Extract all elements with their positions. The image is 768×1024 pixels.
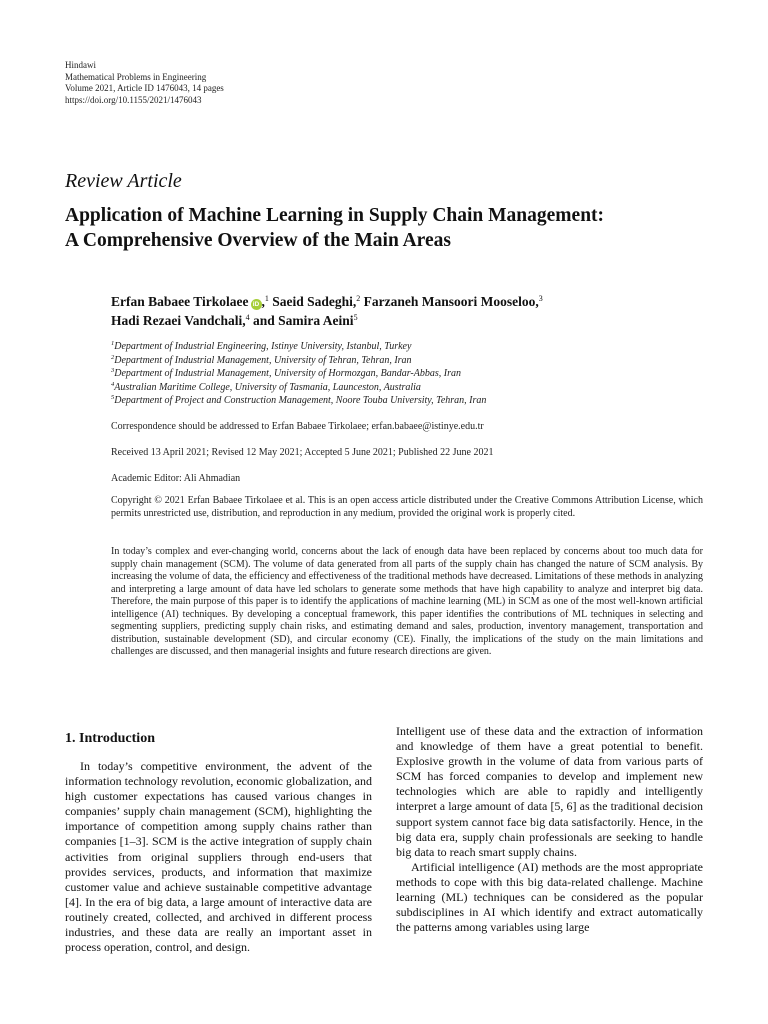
volume-info: Volume 2021, Article ID 1476043, 14 pages <box>65 83 224 93</box>
orcid-icon[interactable]: iD <box>251 299 262 310</box>
author-name[interactable]: Farzaneh Mansoori Mooseloo, <box>363 294 539 309</box>
body-paragraph: In today’s competitive environment, the advent of the information technology revolution, economic globalization, and high customer expectations has caused various changes in companies’ supply chain management (SCM), highlighting the importance of competition among supply chains rather than companies [1–3]. SCM is the active integration of supply chain activities from original suppliers through end-users that provides services, products, and information that maximize customer value and achieve sustainable competitive advantage [4]. In the era of big data, a large amount of interactive data are routinely created, collected, and archived in different process industries, and these data are really an important asset in process operation, control, and design. <box>65 759 372 955</box>
author-list <box>111 292 671 330</box>
article-title <box>65 203 715 253</box>
copyright-notice: Copyright © 2021 Erfan Babaee Tirkolaee et al. This is an open access article distributed under the Creative Commons Attribution License, which permits unrestricted use, distribution, and reproduction in any medium, provided the original work is properly cited. <box>111 495 703 519</box>
affiliation-number: 5 <box>111 394 115 401</box>
affiliation-number: 4 <box>111 380 115 388</box>
abstract-text: In today’s complex and ever-changing world, concerns about the lack of enough data have been replaced by concerns about too much data for supply chain management (SCM). The volume of data generated from all parts of the supply chain has changed the nature of SCM analysis. By increasing the volume of data, the efficiency and effectiveness of the traditional methods have decreased. Limitations of these methods in analyzing and interpreting a large amount of data have led scholars to generate some methods that have high capability to analyze and interpret big data. Therefore, the main purpose of this paper is to identify the applications of machine learning (ML) in SCM as one of the most well-known artificial intelligence (AI) techniques. By developing a conceptual framework, this paper identifies the contributions of ML techniques in selecting and segmenting suppliers, predicting supply chain risks, and estimating demand and sales, production, inventory management, transportation and distribution, sustainable development (SD), and circular economy (CE). Finally, the implications of the study on the main limitations and challenges are discussed, and then managerial insights and future research directions are given. <box>111 546 703 657</box>
author-name[interactable]: and Samira Aeini <box>253 313 354 328</box>
body-column-left <box>65 724 372 955</box>
author-name[interactable]: Erfan Babaee Tirkolaee <box>111 294 249 309</box>
publisher-name: Hindawi <box>65 60 96 70</box>
doi-link[interactable]: https://doi.org/10.1155/2021/1476043 <box>65 94 202 105</box>
author-affil-mark: 4 <box>245 313 250 322</box>
title-line-2: A Comprehensive Overview of the Main Areas <box>65 230 451 251</box>
affiliation-text: Department of Industrial Management, University of Tehran, Tehran, Iran <box>114 354 412 366</box>
affiliation-number: 2 <box>111 353 115 361</box>
affiliation-list <box>111 340 486 408</box>
affiliation-text: Department of Industrial Management, University of Hormozgan, Bandar-Abbas, Iran <box>114 368 461 379</box>
author-affil-mark: 1 <box>264 294 269 303</box>
affiliation-item <box>111 381 486 395</box>
affiliation-text: Department of Industrial Engineering, Istinye University, Istanbul, Turkey <box>114 341 412 352</box>
affiliation-item <box>111 367 486 381</box>
author-name[interactable]: Hadi Rezaei Vandchali, <box>111 313 246 328</box>
affiliation-text: Australian Maritime College, University of Tasmania, Launceston, Australia <box>114 381 421 393</box>
author-line-2 <box>111 311 671 330</box>
article-type: Review Article <box>65 170 182 192</box>
publication-dates: Received 13 April 2021; Revised 12 May 2021; Accepted 5 June 2021; Published 22 June 2021 <box>111 447 494 458</box>
correspondence-note: Correspondence should be addressed to Erfan Babaee Tirkolaee; erfan.babaee@istinye.edu.tr <box>111 421 484 432</box>
section-heading: 1. Introduction <box>65 731 155 746</box>
body-column-right <box>396 724 703 935</box>
author-name[interactable]: Saeid Sadeghi, <box>272 294 357 309</box>
journal-name: Mathematical Problems in Engineering <box>65 71 207 82</box>
affiliation-item <box>111 340 486 354</box>
title-line-1: Application of Machine Learning in Supply Chain Management: <box>65 205 605 226</box>
affiliation-item <box>111 354 486 368</box>
author-line-1: Erfan Babaee Tirkolaee iD ,$^1$ Saeid Sadeghi,$^2$ Farzaneh Mansoori Mooseloo,$^3$ <box>111 294 543 309</box>
author-affil-mark: 5 <box>353 313 358 322</box>
body-paragraph: Intelligent use of these data and the extraction of information and knowledge of them have a great potential to benefit. Explosive growth in the volume of data from various parts of SCM has forced companies to develop and implement new technologies which are able to rapidly and intelligently interpret a large amount of data [5, 6] as the traditional decision support system cannot face big data satisfactorily. Hence, in the big data era, supply chain professionals are seeking to handle big data to reach smart supply chains. <box>396 724 703 859</box>
author-affil-mark: 2 <box>356 294 361 303</box>
journal-header <box>65 60 224 106</box>
affiliation-number: 3 <box>111 367 115 374</box>
academic-editor: Academic Editor: Ali Ahmadian <box>111 473 241 484</box>
affiliation-number: 1 <box>111 340 115 347</box>
author-affil-mark: 3 <box>538 294 543 303</box>
affiliation-text: Department of Project and Construction Management, Noore Touba University, Tehran, Iran <box>114 395 487 406</box>
body-paragraph: Artificial intelligence (AI) methods are the most appropriate methods to cope with this big data-related challenge. Machine learning (ML) techniques can be considered as the popular subdisciplines in AI which identify and extract automatically the patterns among variables using large <box>396 859 703 935</box>
affiliation-item <box>111 394 486 408</box>
